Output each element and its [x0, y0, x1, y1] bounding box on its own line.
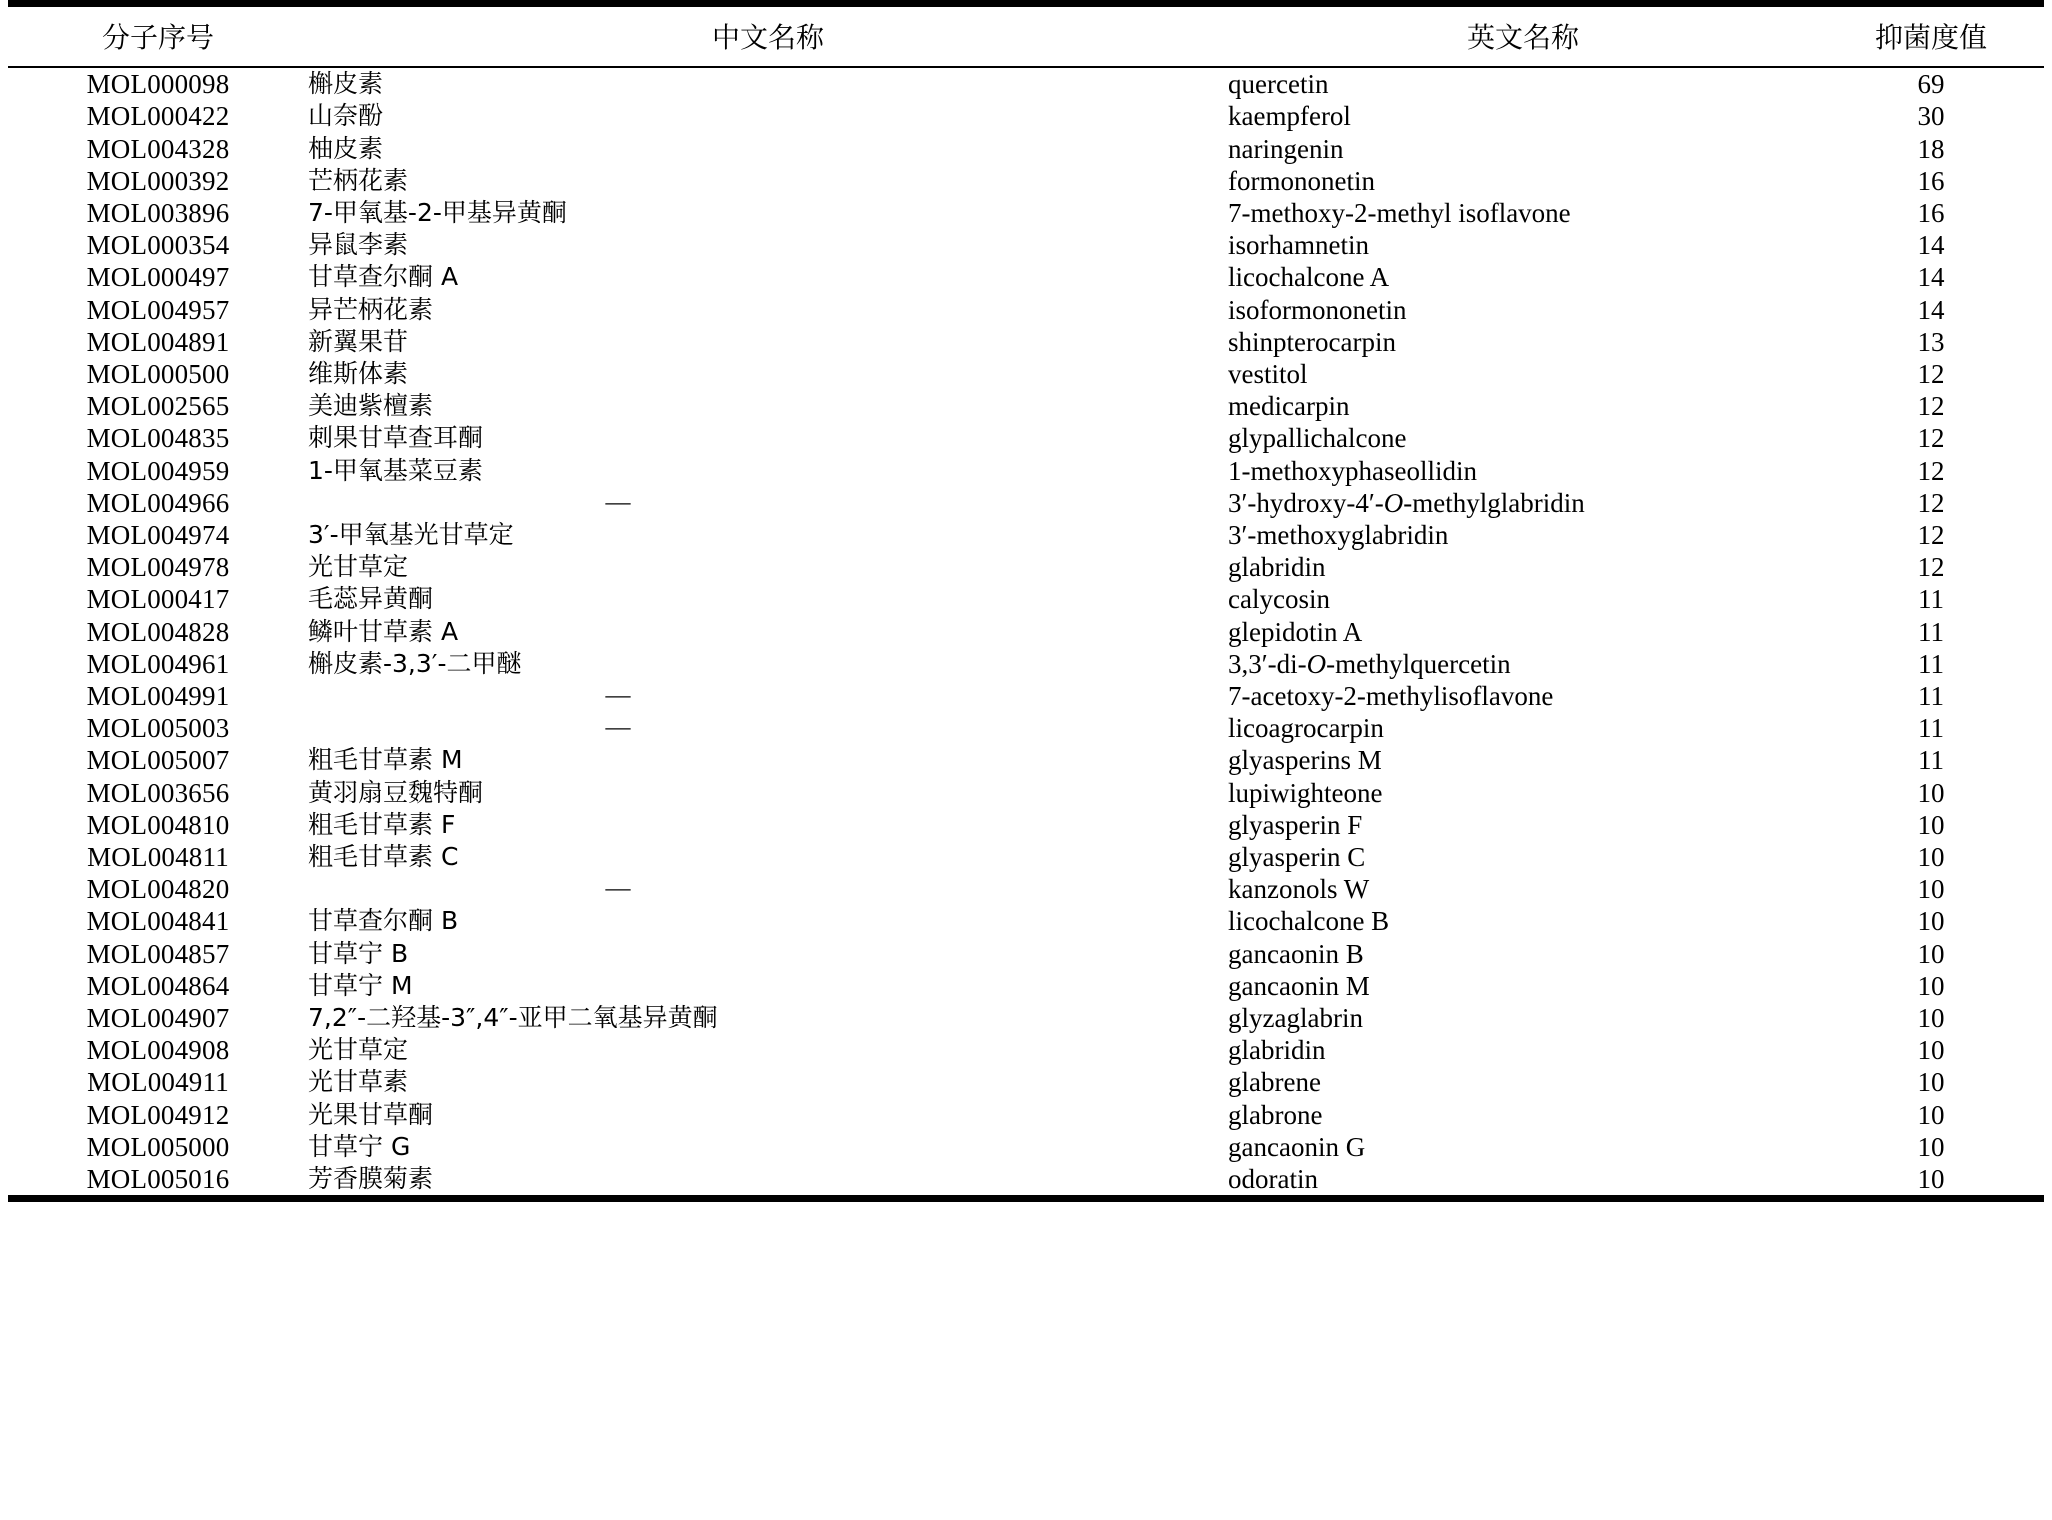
cell-molecule-id: MOL004966 — [86, 487, 230, 518]
cell-english-name: isorhamnetin — [1228, 230, 1369, 261]
cell-english-name: glabrene — [1228, 1067, 1321, 1098]
cell-inhibition-value: 10 — [1917, 842, 1945, 873]
cell-inhibition-value: 12 — [1917, 359, 1945, 390]
cell-molecule-id: MOL004908 — [86, 1035, 230, 1066]
cell-english-name: glypallichalcone — [1228, 423, 1407, 454]
cell-molecule-id: MOL004891 — [86, 326, 230, 357]
cell-chinese-name: 柚皮素 — [308, 133, 384, 163]
table-row — [8, 744, 2044, 776]
cell-english-name: quercetin — [1228, 69, 1329, 100]
cell-inhibition-value: 11 — [1918, 745, 1944, 776]
cell-chinese-name: 槲皮素 — [308, 69, 384, 99]
cell-english-name: gancaonin M — [1228, 970, 1370, 1001]
table-row — [8, 648, 2044, 680]
cell-inhibition-value: 14 — [1917, 294, 1945, 325]
table-header-row — [8, 14, 2044, 67]
cell-english-name: vestitol — [1228, 359, 1308, 390]
cell-english-name: 3′-hydroxy-4′-O-methylglabridin — [1228, 487, 1585, 518]
cell-chinese-name: 光甘草素 — [308, 1067, 409, 1097]
table-row — [8, 841, 2044, 873]
cell-chinese-name: 甘草查尔酮 B — [308, 906, 459, 936]
cell-english-name: medicarpin — [1228, 391, 1350, 422]
cell-chinese-name: 黄羽扇豆魏特酮 — [308, 777, 484, 807]
cell-molecule-id: MOL000497 — [86, 262, 230, 293]
cell-molecule-id: MOL004957 — [86, 294, 230, 325]
cell-molecule-id: MOL004828 — [86, 616, 230, 647]
cell-chinese-name: 7,2″-二羟基-3″,4″-亚甲二氧基异黄酮 — [308, 1003, 718, 1033]
cell-molecule-id: MOL000422 — [86, 101, 230, 132]
cell-english-name: glyasperin F — [1228, 809, 1363, 840]
cell-inhibition-value: 10 — [1917, 1099, 1945, 1130]
cell-inhibition-value: 11 — [1918, 681, 1944, 712]
cell-english-name: glabridin — [1228, 552, 1326, 583]
cell-chinese-name: 甘草查尔酮 A — [308, 262, 459, 292]
cell-inhibition-value: 10 — [1917, 1003, 1945, 1034]
table-row — [8, 229, 2044, 261]
table-top-rule — [8, 4, 2044, 15]
cell-chinese-name: 粗毛甘草素 C — [308, 842, 459, 872]
cell-molecule-id: MOL004991 — [86, 681, 230, 712]
cell-molecule-id: MOL004974 — [86, 520, 230, 551]
compound-table — [8, 0, 2044, 1210]
table-row — [8, 777, 2044, 809]
cell-molecule-id: MOL005007 — [86, 745, 230, 776]
cell-molecule-id: MOL004961 — [86, 648, 230, 679]
cell-chinese-name: 鳞叶甘草素 A — [308, 616, 459, 646]
cell-chinese-name: 甘草宁 B — [308, 938, 409, 968]
cell-english-name: odoratin — [1228, 1164, 1318, 1195]
cell-inhibition-value: 30 — [1917, 101, 1945, 132]
cell-molecule-id: MOL004912 — [86, 1099, 230, 1130]
cell-inhibition-value: 10 — [1917, 1131, 1945, 1162]
cell-molecule-id: MOL005000 — [86, 1131, 230, 1162]
cell-molecule-id: MOL004907 — [86, 1003, 230, 1034]
table-row — [8, 197, 2044, 229]
column-header-english-name: 英文名称 — [1228, 14, 1818, 67]
cell-english-name: lupiwighteone — [1228, 777, 1383, 808]
cell-chinese-name: 山奈酚 — [308, 101, 384, 131]
cell-inhibition-value: 16 — [1917, 165, 1945, 196]
table-row — [8, 1002, 2044, 1034]
cell-english-name: isoformononetin — [1228, 294, 1407, 325]
cell-molecule-id: MOL000098 — [86, 69, 230, 100]
table-row — [8, 422, 2044, 454]
cell-english-name: kanzonols W — [1228, 874, 1370, 905]
cell-chinese-name: 粗毛甘草素 F — [308, 809, 456, 839]
column-header-inhibition-value: 抑菌度值 — [1818, 14, 2044, 67]
table-row — [8, 1066, 2044, 1098]
cell-inhibition-value: 10 — [1917, 970, 1945, 1001]
cell-english-name: licochalcone B — [1228, 906, 1390, 937]
cell-english-name: formononetin — [1228, 165, 1375, 196]
table-row — [8, 261, 2044, 293]
column-header-chinese-name: 中文名称 — [308, 14, 1228, 67]
table-body — [8, 67, 2044, 1210]
table-row — [8, 616, 2044, 648]
cell-english-name: 1-methoxyphaseollidin — [1228, 455, 1477, 486]
cell-chinese-name: 新翼果苷 — [308, 326, 409, 356]
table-row — [8, 326, 2044, 358]
cell-molecule-id: MOL004978 — [86, 552, 230, 583]
cell-english-name: gancaonin B — [1228, 938, 1364, 969]
cell-inhibition-value: 10 — [1917, 906, 1945, 937]
cell-english-name: glyasperins M — [1228, 745, 1382, 776]
cell-english-name: licochalcone A — [1228, 262, 1390, 293]
cell-chinese-name: 槲皮素-3,3′-二甲醚 — [308, 648, 522, 678]
table-row — [8, 583, 2044, 615]
cell-molecule-id: MOL000392 — [86, 165, 230, 196]
table-row — [8, 67, 2044, 100]
cell-molecule-id: MOL005016 — [86, 1164, 230, 1195]
table-row — [8, 487, 2044, 519]
cell-chinese-name: 甘草宁 G — [308, 1131, 411, 1161]
cell-molecule-id: MOL004328 — [86, 133, 230, 164]
cell-chinese-name: 异鼠李素 — [308, 230, 409, 260]
cell-inhibition-value: 16 — [1917, 198, 1945, 228]
cell-english-name: 7-methoxy-2-methyl isoflavone — [1228, 198, 1571, 228]
cell-molecule-id: MOL005003 — [86, 713, 230, 744]
table-row — [8, 133, 2044, 165]
table-row — [8, 970, 2044, 1002]
table-row — [8, 455, 2044, 487]
column-header-molecule-id: 分子序号 — [8, 14, 308, 67]
table-row — [8, 680, 2044, 712]
cell-inhibition-value: 12 — [1917, 391, 1945, 422]
cell-chinese-name-empty: — — [605, 682, 631, 710]
cell-inhibition-value: 69 — [1917, 69, 1945, 100]
cell-english-name: naringenin — [1228, 133, 1344, 164]
cell-english-name: 7-acetoxy-2-methylisoflavone — [1228, 681, 1554, 712]
cell-chinese-name: 3′-甲氧基光甘草定 — [308, 520, 514, 550]
table-row — [8, 1099, 2044, 1131]
cell-english-name: glabrone — [1228, 1099, 1323, 1130]
cell-english-name: kaempferol — [1228, 101, 1351, 132]
cell-inhibition-value: 10 — [1917, 1164, 1945, 1195]
cell-molecule-id: MOL004810 — [86, 809, 230, 840]
cell-english-name: glepidotin A — [1228, 616, 1363, 647]
cell-english-name: calycosin — [1228, 584, 1330, 615]
cell-inhibition-value: 12 — [1917, 487, 1945, 518]
cell-inhibition-value: 12 — [1917, 455, 1945, 486]
cell-inhibition-value: 18 — [1917, 133, 1945, 164]
cell-inhibition-value: 11 — [1918, 616, 1944, 647]
cell-molecule-id: MOL003656 — [86, 777, 230, 808]
cell-chinese-name: 甘草宁 M — [308, 970, 413, 1000]
table-row — [8, 809, 2044, 841]
cell-chinese-name: 异芒柄花素 — [308, 294, 434, 324]
cell-chinese-name: 美迪紫檀素 — [308, 391, 434, 421]
cell-molecule-id: MOL004864 — [86, 970, 230, 1001]
table-row — [8, 358, 2044, 390]
cell-molecule-id: MOL004811 — [87, 842, 229, 873]
cell-chinese-name: 1-甲氧基菜豆素 — [308, 455, 483, 485]
table-row — [8, 873, 2044, 905]
cell-inhibition-value: 11 — [1918, 713, 1944, 744]
cell-chinese-name: 粗毛甘草素 M — [308, 745, 463, 775]
cell-molecule-id: MOL004841 — [86, 906, 230, 937]
cell-inhibition-value: 10 — [1917, 809, 1945, 840]
cell-chinese-name: 光甘草定 — [308, 1035, 409, 1065]
cell-molecule-id: MOL000354 — [86, 230, 230, 261]
cell-chinese-name: 光果甘草酮 — [308, 1099, 434, 1129]
cell-molecule-id: MOL004820 — [86, 874, 230, 905]
table-row — [8, 519, 2044, 551]
cell-molecule-id: MOL004911 — [87, 1067, 229, 1098]
cell-molecule-id: MOL004835 — [86, 423, 230, 454]
table-row — [8, 1163, 2044, 1199]
table-row — [8, 100, 2044, 132]
table-header — [8, 4, 2044, 68]
cell-molecule-id: MOL000500 — [86, 359, 230, 390]
cell-english-name: 3,3′-di-O-methylquercetin — [1228, 648, 1511, 679]
cell-chinese-name: 7-甲氧基-2-甲基异黄酮 — [308, 198, 567, 227]
cell-inhibition-value: 12 — [1917, 520, 1945, 551]
cell-molecule-id: MOL002565 — [86, 391, 230, 422]
cell-molecule-id: MOL000417 — [86, 584, 230, 615]
table-row — [8, 551, 2044, 583]
cell-chinese-name: 芒柄花素 — [308, 165, 409, 195]
cell-inhibition-value: 10 — [1917, 1035, 1945, 1066]
cell-chinese-name: 刺果甘草查耳酮 — [308, 423, 484, 453]
table-row — [8, 1131, 2044, 1163]
cell-chinese-name: 芳香膜菊素 — [308, 1164, 434, 1194]
table-row — [8, 165, 2044, 197]
cell-inhibition-value: 13 — [1917, 326, 1945, 357]
cell-inhibition-value: 12 — [1917, 423, 1945, 454]
cell-molecule-id: MOL003896 — [86, 198, 230, 228]
cell-english-name: shinpterocarpin — [1228, 326, 1396, 357]
cell-inhibition-value: 14 — [1917, 230, 1945, 261]
cell-molecule-id: MOL004959 — [86, 455, 230, 486]
cell-chinese-name: 光甘草定 — [308, 552, 409, 582]
cell-chinese-name: 毛蕊异黄酮 — [308, 584, 434, 614]
table-row — [8, 1034, 2044, 1066]
cell-inhibition-value: 10 — [1917, 874, 1945, 905]
cell-english-name: 3′-methoxyglabridin — [1228, 520, 1449, 551]
cell-english-name: licoagrocarpin — [1228, 713, 1384, 744]
table-row — [8, 712, 2044, 744]
table-row — [8, 905, 2044, 937]
cell-inhibition-value: 10 — [1917, 1067, 1945, 1098]
cell-inhibition-value: 10 — [1917, 938, 1945, 969]
cell-english-name: glyasperin C — [1228, 842, 1366, 873]
cell-chinese-name-empty: — — [605, 488, 631, 516]
cell-inhibition-value: 12 — [1917, 552, 1945, 583]
cell-inhibition-value: 11 — [1918, 648, 1944, 679]
cell-english-name: glyzaglabrin — [1228, 1003, 1363, 1034]
table-row — [8, 294, 2044, 326]
cell-chinese-name: 维斯体素 — [308, 359, 409, 389]
cell-molecule-id: MOL004857 — [86, 938, 230, 969]
table-row — [8, 938, 2044, 970]
cell-inhibition-value: 10 — [1917, 777, 1945, 808]
table-bottom-rule — [8, 1199, 2044, 1211]
table-row — [8, 390, 2044, 422]
cell-inhibition-value: 11 — [1918, 584, 1944, 615]
cell-english-name: gancaonin G — [1228, 1131, 1366, 1162]
cell-chinese-name-empty: — — [605, 875, 631, 903]
cell-chinese-name-empty: — — [605, 714, 631, 742]
cell-english-name: glabridin — [1228, 1035, 1326, 1066]
cell-inhibition-value: 14 — [1917, 262, 1945, 293]
